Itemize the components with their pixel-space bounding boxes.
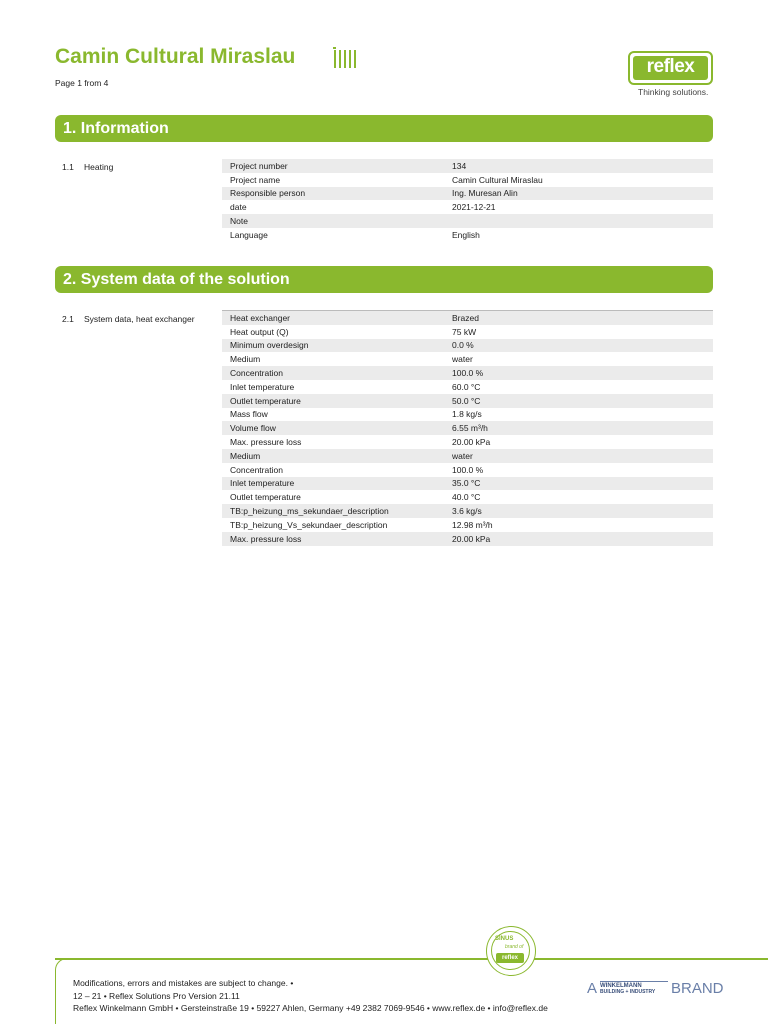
row-key: Project number	[230, 160, 288, 171]
brand-building-industry: BUILDING + INDUSTRY	[600, 989, 656, 995]
table-row	[222, 311, 713, 325]
footer-divider	[55, 958, 768, 960]
row-value: Brazed	[452, 312, 479, 323]
row-key: Mass flow	[230, 409, 268, 420]
seal-reflex-badge: reflex	[496, 953, 524, 963]
row-value: 100.0 %	[452, 368, 484, 379]
table-row	[222, 504, 713, 518]
row-key: Language	[230, 229, 268, 240]
row-value: 20.00 kPa	[452, 533, 491, 544]
table-row	[222, 380, 713, 394]
row-key: TB:p_heizung_Vs_sekundaer_description	[230, 519, 388, 530]
row-key: Medium	[230, 354, 261, 365]
table-row	[222, 435, 713, 449]
row-key: Inlet temperature	[230, 381, 295, 392]
row-value: English	[452, 229, 480, 240]
row-value: 60.0 °C	[452, 381, 481, 392]
brand-winkelmann: WINKELMANN	[600, 983, 642, 989]
row-value: 6.55 m³/h	[452, 423, 488, 434]
logo-inner	[633, 56, 708, 80]
row-value: 20.00 kPa	[452, 437, 491, 448]
table-row	[222, 187, 713, 201]
row-key: Concentration	[230, 368, 283, 379]
table-row	[222, 408, 713, 422]
row-value: 35.0 °C	[452, 478, 481, 489]
table-row	[222, 214, 713, 228]
row-key: Heat output (Q)	[230, 326, 289, 337]
row-value: 0.0 %	[452, 340, 474, 351]
table-row	[222, 352, 713, 366]
section-information-header: 1. Information	[55, 115, 713, 142]
subsection-heating	[62, 162, 113, 172]
reflex-logo	[628, 51, 714, 97]
row-value: Ing. Muresan Alin	[452, 188, 518, 199]
table-row	[222, 463, 713, 477]
row-value: 12.98 m³/h	[452, 519, 493, 530]
table-row	[222, 200, 713, 214]
brand-a: A	[587, 980, 598, 997]
row-key: Heat exchanger	[230, 312, 291, 323]
table-row	[222, 532, 713, 546]
row-key: TB:p_heizung_ms_sekundaer_description	[230, 506, 389, 517]
section-system-data-header: 2. System data of the solution	[55, 266, 713, 293]
footer-disclaimer: Modifications, errors and mistakes are subject to change. •	[73, 978, 294, 988]
row-value: 134	[452, 160, 467, 171]
logo-box	[628, 51, 713, 85]
table-row	[222, 394, 713, 408]
subsection-label: System data, heat exchanger	[84, 314, 195, 324]
subsection-number: 2.1	[62, 314, 74, 324]
row-key: Note	[230, 216, 248, 227]
subsection-number: 1.1	[62, 162, 74, 172]
row-value: 100.0 %	[452, 464, 484, 475]
row-key: Medium	[230, 450, 261, 461]
row-key: Project name	[230, 174, 281, 185]
row-key: Minimum overdesign	[230, 340, 309, 351]
table-row	[222, 325, 713, 339]
table-row	[222, 490, 713, 504]
row-key: Responsible person	[230, 188, 306, 199]
table-row	[222, 477, 713, 491]
seal-sinus-text: SINUS	[495, 936, 514, 942]
row-value: 1.8 kg/s	[452, 409, 482, 420]
document-title: Camin Cultural Miraslau	[55, 45, 296, 68]
brand-word: BRAND	[671, 980, 724, 997]
sinus-seal	[486, 926, 536, 976]
row-key: Max. pressure loss	[230, 533, 302, 544]
row-key: Inlet temperature	[230, 478, 295, 489]
row-value: water	[452, 450, 473, 461]
logo-tagline: Thinking solutions.	[638, 87, 709, 97]
footer-address: Reflex Winkelmann GmbH • Gersteinstraße 19 • 59227 Ahlen, Germany +49 2382 7069-9546 • www.reflex.de • info@reflex.de	[73, 1003, 548, 1013]
table-row	[222, 159, 713, 173]
table-row	[222, 173, 713, 187]
row-key: date	[230, 202, 247, 213]
row-key: Outlet temperature	[230, 492, 301, 503]
row-value: 50.0 °C	[452, 395, 481, 406]
row-key: Concentration	[230, 464, 283, 475]
winkelmann-brand-logo	[587, 980, 724, 998]
table-row	[222, 339, 713, 353]
system-data-table	[222, 310, 713, 546]
subsection-heat-exchanger	[62, 314, 195, 324]
table-row	[222, 518, 713, 532]
information-table	[222, 159, 713, 242]
row-value: 2021-12-21	[452, 202, 496, 213]
row-value: 3.6 kg/s	[452, 506, 482, 517]
seal-brand-of-text: brand of	[505, 944, 524, 950]
logo-text: reflex	[646, 56, 695, 77]
footer-text	[73, 977, 548, 1015]
row-value: 75 kW	[452, 326, 477, 337]
row-key: Max. pressure loss	[230, 437, 302, 448]
row-key: Volume flow	[230, 423, 276, 434]
brand-names	[600, 981, 668, 995]
row-value: water	[452, 354, 473, 365]
table-row	[222, 228, 713, 242]
footer-corner	[55, 958, 69, 1024]
row-value: 40.0 °C	[452, 492, 481, 503]
row-key: Outlet temperature	[230, 395, 301, 406]
table-row	[222, 421, 713, 435]
subsection-label: Heating	[84, 162, 114, 172]
table-row	[222, 366, 713, 380]
table-row	[222, 449, 713, 463]
footer-version: 12 – 21 • Reflex Solutions Pro Version 21.11	[73, 990, 240, 1001]
row-value: Camin Cultural Miraslau	[452, 174, 543, 185]
page-number: Page 1 from 4	[55, 78, 109, 88]
radiator-icon	[333, 47, 359, 69]
